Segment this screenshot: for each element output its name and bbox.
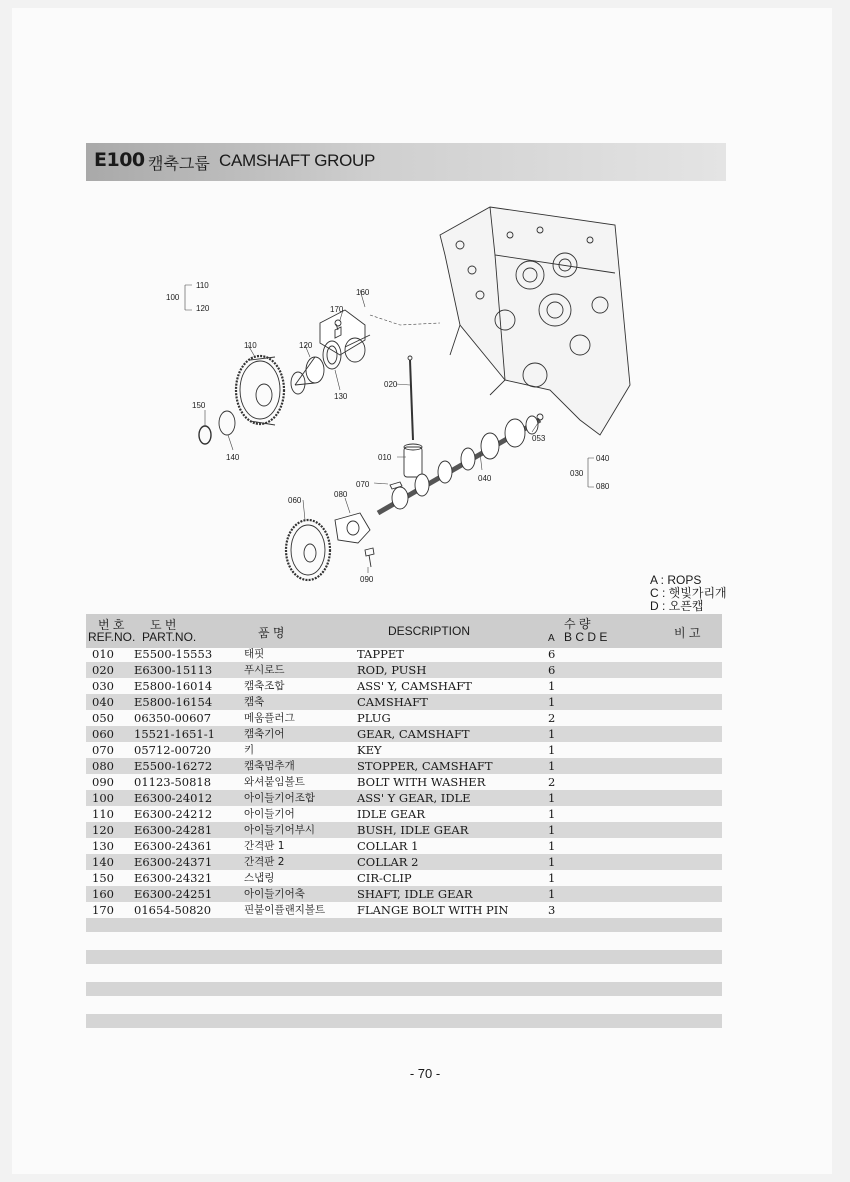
korean-name-cell: 핀붙이플랜지볼트 (244, 904, 326, 916)
part-number-cell: E6300-24371 (134, 855, 213, 869)
table-row (86, 902, 722, 918)
korean-name-cell: 와셔붙임볼트 (244, 776, 305, 788)
korean-name-cell: 간격판 2 (244, 856, 285, 868)
ref-number-cell: 100 (92, 791, 114, 805)
legend-a: A : ROPS (650, 573, 702, 587)
header-quantity-a: A (548, 633, 555, 644)
table-row (86, 710, 722, 726)
ref-number-cell: 170 (92, 903, 114, 917)
description-cell: COLLAR 1 (357, 839, 419, 853)
ref-number-cell: 150 (92, 871, 114, 885)
description-cell: CIR-CLIP (357, 871, 412, 885)
korean-name-cell: 태핏 (244, 648, 265, 660)
quantity-a-cell: 1 (548, 839, 556, 853)
table-row (86, 806, 722, 822)
quantity-a-cell: 1 (548, 743, 556, 757)
table-filler-row (86, 950, 722, 964)
header-name-korean: 품 명 (258, 626, 285, 640)
korean-name-cell: 간격판 1 (244, 840, 285, 852)
korean-name-cell: 캠축조합 (244, 680, 285, 692)
korean-name-cell: 캠축기어 (244, 728, 285, 740)
camshaft-stopper-illustration (335, 513, 370, 543)
callout-090: 090 (360, 575, 374, 584)
tappet-illustration (404, 444, 422, 477)
table-row (86, 886, 722, 902)
camshaft-illustration (378, 414, 543, 513)
part-number-cell: E5500-16272 (134, 759, 213, 773)
callout-070: 070 (356, 480, 370, 489)
ref-number-cell: 090 (92, 775, 114, 789)
idle-gear-illustration (236, 356, 284, 425)
callout-020: 020 (384, 380, 398, 389)
ref-number-cell: 140 (92, 855, 114, 869)
ref-number-cell: 060 (92, 727, 114, 741)
idle-gear-shaft-illustration (320, 310, 370, 362)
quantity-a-cell: 6 (548, 663, 556, 677)
quantity-a-cell: 2 (548, 711, 556, 725)
description-cell: ROD, PUSH (357, 663, 427, 677)
legend-c: C : 햇빛가리개 (650, 586, 727, 600)
part-number-cell: E5800-16154 (134, 695, 213, 709)
korean-name-cell: 아이들기어 (244, 808, 295, 820)
quantity-a-cell: 1 (548, 679, 556, 693)
section-title-english: CAMSHAFT GROUP (219, 151, 376, 170)
table-row (86, 678, 722, 694)
callout-140: 140 (226, 453, 240, 462)
description-cell: STOPPER, CAMSHAFT (357, 759, 493, 773)
ref-number-cell: 130 (92, 839, 114, 853)
header-ref-korean: 번 호 (98, 618, 125, 632)
table-row (86, 822, 722, 838)
quantity-a-cell: 1 (548, 823, 556, 837)
cir-clip-illustration (199, 426, 211, 444)
callout-110: 110 (196, 281, 209, 290)
table-row (86, 838, 722, 854)
push-rod-illustration (410, 360, 413, 440)
ref-number-cell: 030 (92, 679, 114, 693)
callout-010: 010 (378, 453, 392, 462)
quantity-a-cell: 3 (548, 903, 556, 917)
part-number-cell: E6300-24212 (134, 807, 213, 821)
quantity-a-cell: 2 (548, 775, 556, 789)
description-cell: TAPPET (357, 647, 404, 661)
callout-150: 150 (192, 401, 206, 410)
callout-130: 130 (334, 392, 348, 401)
ref-number-cell: 120 (92, 823, 114, 837)
camshaft-gear-illustration (286, 520, 330, 580)
header-quantity-bcde: B C D E (564, 630, 608, 644)
quantity-a-cell: 1 (548, 887, 556, 901)
callout-170: 170 (330, 305, 344, 314)
table-row (86, 774, 722, 790)
callout-080-right: 080 (596, 482, 610, 491)
table-row (86, 726, 722, 742)
description-cell: ASS' Y GEAR, IDLE (357, 791, 471, 805)
quantity-a-cell: 1 (548, 871, 556, 885)
korean-name-cell: 스냅링 (244, 872, 275, 884)
ref-number-cell: 020 (92, 663, 114, 677)
ref-number-cell: 160 (92, 887, 114, 901)
callout-160: 160 (356, 288, 370, 297)
parts-table-header (86, 614, 722, 648)
description-cell: COLLAR 2 (357, 855, 419, 869)
part-number-cell: 15521-1651-1 (134, 727, 215, 741)
description-cell: BOLT WITH WASHER (357, 775, 486, 789)
part-number-cell: E6300-24012 (134, 791, 213, 805)
quantity-a-cell: 1 (548, 695, 556, 709)
quantity-a-cell: 6 (548, 647, 556, 661)
description-cell: ASS' Y, CAMSHAFT (357, 679, 472, 693)
quantity-a-cell: 1 (548, 807, 556, 821)
description-cell: PLUG (357, 711, 391, 725)
callout-060: 060 (288, 496, 302, 505)
quantity-a-cell: 1 (548, 727, 556, 741)
table-row (86, 758, 722, 774)
quantity-a-cell: 1 (548, 791, 556, 805)
callout-040-right: 040 (596, 454, 610, 463)
table-row (86, 694, 722, 710)
header-quantity-korean: 수 량 (564, 617, 591, 631)
callout-110-gear: 110 (244, 341, 257, 350)
part-number-cell: E5800-16014 (134, 679, 213, 693)
exploded-parts-diagram (160, 195, 650, 595)
callout-080: 080 (334, 490, 348, 499)
parts-table-body (86, 646, 722, 918)
description-cell: IDLE GEAR (357, 807, 425, 821)
callout-053: 053 (532, 434, 546, 443)
table-row (86, 790, 722, 806)
section-code: E100 (94, 149, 145, 171)
part-number-cell: E6300-24361 (134, 839, 213, 853)
table-filler-row (86, 982, 722, 996)
header-part-korean: 도 번 (150, 618, 177, 632)
ref-number-cell: 070 (92, 743, 114, 757)
header-part-english: PART.NO. (142, 630, 197, 644)
description-cell: KEY (357, 743, 382, 757)
korean-name-cell: 키 (244, 744, 255, 756)
idle-gear-bush-illustration (291, 357, 324, 394)
header-remarks: 비 고 (674, 626, 701, 640)
ref-number-cell: 040 (92, 695, 114, 709)
quantity-a-cell: 1 (548, 759, 556, 773)
table-row (86, 662, 722, 678)
part-number-cell: 05712-00720 (134, 743, 212, 757)
part-number-cell: 01654-50820 (134, 903, 212, 917)
ref-number-cell: 050 (92, 711, 114, 725)
table-filler-row (86, 1014, 722, 1028)
table-row (86, 870, 722, 886)
page-number: - 70 - (409, 1066, 441, 1081)
ref-number-cell: 110 (92, 807, 114, 821)
table-row (86, 854, 722, 870)
callout-040: 040 (478, 474, 492, 483)
engine-block-illustration (440, 207, 630, 435)
part-number-cell: 01123-50818 (134, 775, 212, 789)
part-number-cell: E6300-24321 (134, 871, 213, 885)
legend-d: D : 오픈캡 (650, 599, 704, 613)
section-header (86, 143, 726, 181)
quantity-a-cell: 1 (548, 855, 556, 869)
header-description: DESCRIPTION (388, 624, 471, 638)
collar-2-illustration (219, 411, 235, 435)
korean-name-cell: 아이들기어축 (244, 888, 305, 900)
part-number-cell: E6300-24281 (134, 823, 213, 837)
header-ref-english: REF.NO. (88, 630, 136, 644)
model-legend (650, 574, 727, 613)
table-row (86, 646, 722, 662)
korean-name-cell: 메움플러그 (244, 712, 295, 724)
korean-name-cell: 아이들기어조합 (244, 792, 316, 804)
part-number-cell: E6300-15113 (134, 663, 213, 677)
callout-100: 100 (166, 293, 180, 302)
description-cell: BUSH, IDLE GEAR (357, 823, 469, 837)
description-cell: FLANGE BOLT WITH PIN (357, 903, 509, 917)
table-filler-row (86, 918, 722, 932)
callout-120-bush: 120 (299, 341, 313, 350)
callout-120: 120 (196, 304, 210, 313)
korean-name-cell: 캠축멈추개 (244, 760, 295, 772)
ref-number-cell: 080 (92, 759, 114, 773)
part-number-cell: E6300-24251 (134, 887, 213, 901)
description-cell: CAMSHAFT (357, 695, 428, 709)
callout-030: 030 (570, 469, 584, 478)
part-number-cell: 06350-00607 (134, 711, 212, 725)
bolt-with-washer-illustration (365, 548, 374, 567)
korean-name-cell: 아이들기어부시 (244, 824, 316, 836)
ref-number-cell: 010 (92, 647, 114, 661)
table-row (86, 742, 722, 758)
korean-name-cell: 푸시로드 (244, 664, 285, 676)
part-number-cell: E5500-15553 (134, 647, 213, 661)
korean-name-cell: 캠축 (244, 696, 265, 708)
description-cell: SHAFT, IDLE GEAR (357, 887, 473, 901)
description-cell: GEAR, CAMSHAFT (357, 727, 470, 741)
section-title-korean: 캠축그룹 (148, 154, 210, 173)
